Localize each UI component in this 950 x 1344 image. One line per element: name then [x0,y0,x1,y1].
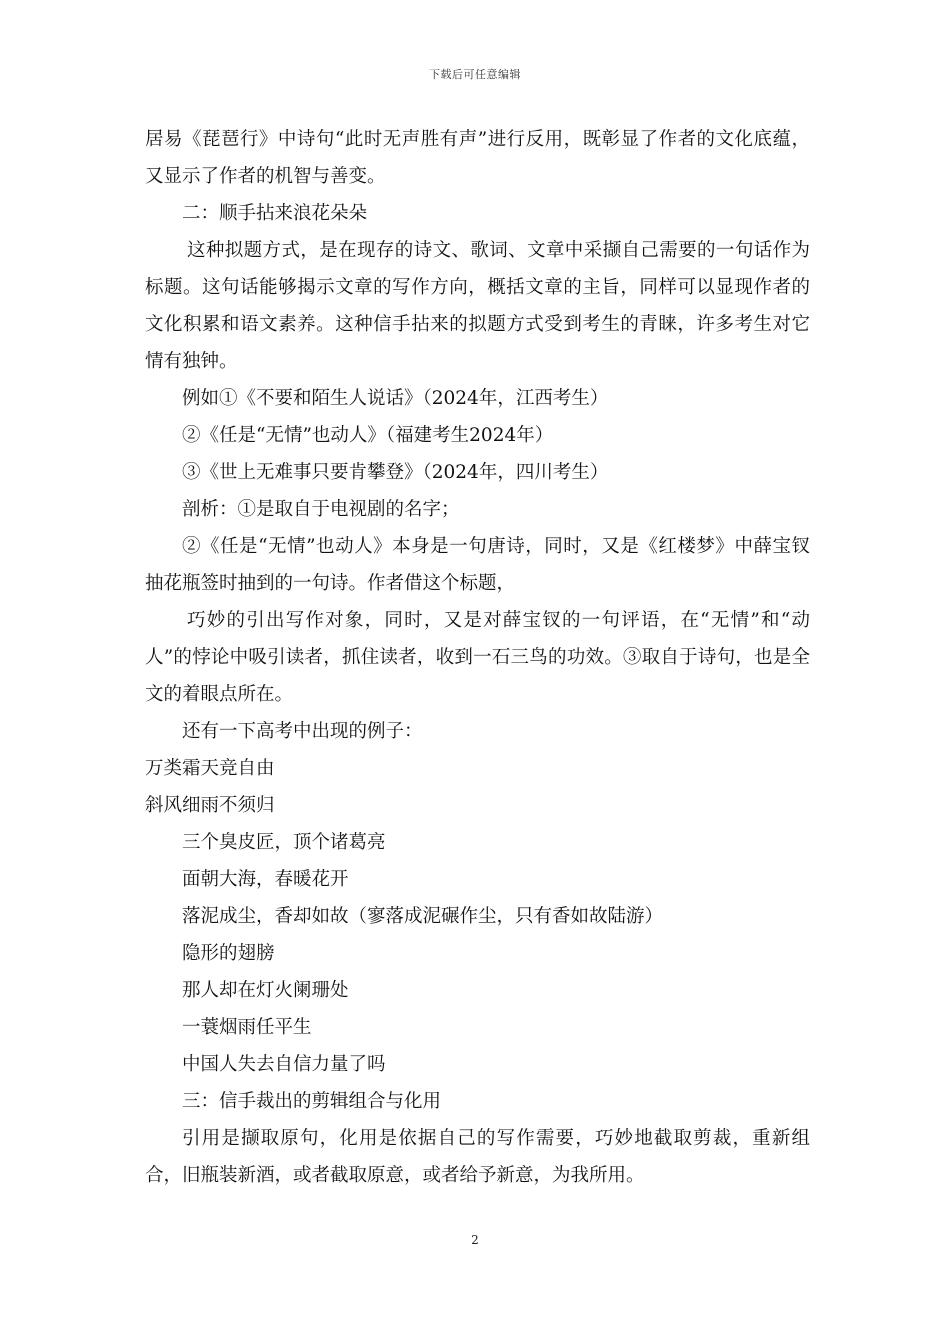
paragraph-quoting: 引用是撷取原句，化用是依据自己的写作需要，巧妙地截取剪裁，重新组合，旧瓶装新酒，或者截取原意，或者给予新意，为我所用。 [145,1128,810,1186]
list-item: 三个臭皮匠，顶个诸葛亮 [182,832,386,853]
paragraph-continuation: 居易《琵琶行》中诗句“此时无声胜有声”进行反用，既彰显了作者的文化底蕴，又显示了作者的机智与善变。 [145,129,810,187]
list-item: 隐形的翅膀 [182,943,275,964]
more-examples-intro: 还有一下高考中出现的例子： [182,721,423,742]
document-body [145,121,810,1194]
list-item: 中国人失去自信力量了吗 [182,1054,386,1075]
example-item-1: 例如①《不要和陌生人说话》（2024年，江西考生） [182,388,609,409]
example-item-2: ②《任是“无情”也动人》（福建考生2024年） [182,425,554,446]
paragraph-intro: 这种拟题方式，是在现存的诗文、歌词、文章中采撷自己需要的一句话作为标题。这句话能够揭示文章的写作方向，概括文章的主旨，同样可以显现作者的文化积累和语文素养。这种信手拈来的拟题方式受到考生的青睐，许多考生对它情有独钟。 [145,240,810,372]
page-header: 下载后可任意编辑 [429,68,521,81]
section-heading-3: 三：信手裁出的剪辑组合与化用 [182,1091,442,1112]
example-item-3: ③《世上无难事只要肯攀登》（2024年，四川考生） [182,462,609,483]
page-number: 2 [471,1233,479,1247]
analysis-line-3: 巧妙的引出写作对象，同时，又是对薛宝钗的一句评语，在“无情”和“动人”的悖论中吸引读者，抓住读者，收到一石三鸟的功效。③取自于诗句，也是全文的着眼点所在。 [145,610,810,705]
analysis-line-1: 剖析：①是取自于电视剧的名字； [182,499,460,520]
list-item: 落泥成尘，香却如故（寥落成泥碾作尘，只有香如故陆游） [182,906,664,927]
analysis-line-2: ②《任是“无情”也动人》本身是一句唐诗，同时，又是《红楼梦》中薛宝钗抽花瓶签时抽到的一句诗。作者借这个标题， [145,536,810,594]
list-item: 万类霜天竞自由 [145,758,275,779]
list-item: 一蓑烟雨任平生 [182,1017,312,1038]
section-heading-2: 二：顺手拈来浪花朵朵 [182,203,368,224]
list-item: 那人却在灯火阑珊处 [182,980,349,1001]
list-item: 面朝大海，春暖花开 [182,869,349,890]
list-item: 斜风细雨不须归 [145,795,275,816]
